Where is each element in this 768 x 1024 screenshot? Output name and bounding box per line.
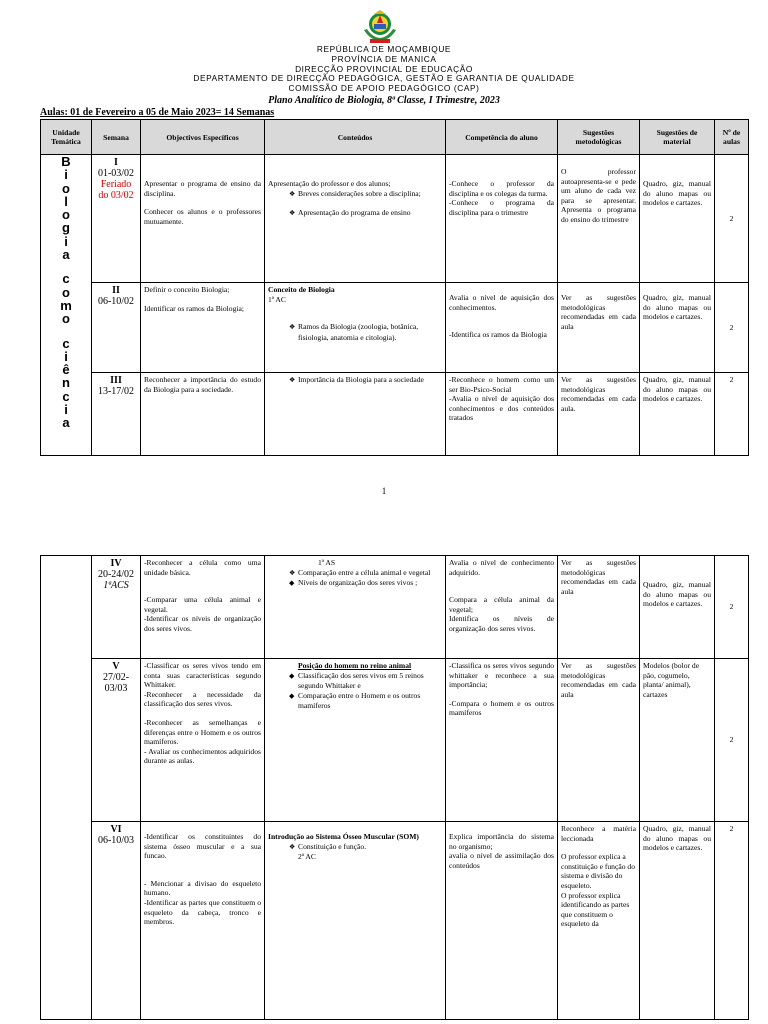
- contents-cell: ❖ Importância da Biologia para a sociedade: [265, 373, 446, 456]
- lessons-count: 2: [715, 659, 749, 822]
- col-header-unit: Unidade Temática: [41, 120, 92, 155]
- table-header-row: [41, 120, 749, 155]
- objectives-cell: -Reconhecer a célula como uma unidade básica. -Comparar uma célula animal e vegetal. -Identificar os níveis de organização dos seres vivos.: [141, 556, 265, 659]
- week-cell: V 27/02-03/03: [92, 659, 141, 822]
- competence-cell: -Classifica os seres vivos segundo whittaker e reconhece a sua importância; -Compara o homem e os outros mamíferos: [446, 659, 558, 822]
- page-number: 1: [381, 486, 387, 496]
- lessons-count: 2: [715, 822, 749, 1020]
- unit-theme-vertical: B i o l o g i a c o m o c i ê n c i a: [41, 155, 92, 456]
- contents-cell: Apresentação do professor e dos alunos; ❖ Breves considerações sobre a disciplina; ❖ Apresentação do programa de ensino: [265, 155, 446, 283]
- lessons-count: 2: [715, 283, 749, 373]
- competence-cell: -Reconhece o homem como um ser Bio-Psico-Social -Avalia o nível de aquisição dos conhecimentos e dos conteúdos tratados: [446, 373, 558, 456]
- objectives-cell: -Identificar os constituintes do sistema ósseo muscular e a sua funcao. - Mencionar a divisao do esqueleto humano. -Identificar as partes que constituem o esqueleto da cabeça, tronco e membros.: [141, 822, 265, 1020]
- lessons-count: 2: [715, 556, 749, 659]
- objectives-cell: Apresentar o programa de ensino da disciplina. Conhecer os alunos e o professores mutuamente.: [141, 155, 265, 283]
- week-cell: III 13-17/02: [92, 373, 141, 456]
- table-row: [41, 822, 749, 1020]
- unit-theme-empty: [41, 556, 92, 1020]
- methodology-cell: O professor autoapresenta-se e pede um aluno de cada vez para se apresentar. Apresenta o programa do ensino do trimestre: [558, 155, 640, 283]
- methodology-cell: Ver as sugestões metodológicas recomendadas em cada aula: [558, 659, 640, 822]
- lessons-period: Aulas: 01 de Fevereiro a 05 de Maio 2023= 14 Semanas: [40, 107, 275, 118]
- competence-cell: -Conhece o professor da disciplina e os colegas da turma. -Conhece o programa da disciplina para o trimestre: [446, 155, 558, 283]
- material-cell: Quadro, giz, manual do aluno mapas ou modelos e cartazes.: [640, 155, 715, 283]
- methodology-cell: Ver as sugestões metodológicas recomendadas em cada aula: [558, 556, 640, 659]
- competence-cell: Avalia o nível de conhecimento adquirido. Compara a célula animal da vegetal; Identifica os níveis de organização dos seres vivos.: [446, 556, 558, 659]
- contents-cell: Introdução ao Sistema Ósseo Muscular (SOM) ❖ Constituição e função. 2ª AC: [265, 822, 446, 1020]
- week-cell: IV 20-24/02 1ªACS: [92, 556, 141, 659]
- table-row: [41, 283, 749, 373]
- week-cell: I 01-03/02 Feriado do 03/02: [92, 155, 141, 283]
- col-header-competence: Competência do aluno: [446, 120, 558, 155]
- objectives-cell: Definir o conceito Biologia; Identificar os ramos da Biologia;: [141, 283, 265, 373]
- col-header-objectives: Objectivos Específicos: [141, 120, 265, 155]
- lessons-count: 2: [715, 155, 749, 283]
- material-cell: Quadro, giz, manual do aluno mapas ou modelos e cartazes.: [640, 283, 715, 373]
- col-header-lessons: Nº de aulas: [715, 120, 749, 155]
- table-row: [41, 155, 749, 283]
- header-department: DEPARTAMENTO DE DIRECÇÃO PEDAGÓGICA, GESTÃO E GARANTIA DE QUALIDADE: [193, 73, 575, 83]
- contents-cell: 1ª AS ❖ Comparação entre a célula animal e vegetal ◆ Níveis de organização dos seres vivos ;: [265, 556, 446, 659]
- header-province: PROVÍNCIA DE MANICA: [331, 54, 437, 64]
- competence-cell: Avalia o nível de aquisição dos conhecimentos. -Identifica os ramos da Biologia: [446, 283, 558, 373]
- methodology-cell: Reconhece a matéria leccionada O professor explica a constituição e função do sistema e divisão do esqueleto. O professor explica identificando as partes que constituem o esqueleto da: [558, 822, 640, 1020]
- col-header-material: Sugestões de material: [640, 120, 715, 155]
- col-header-week: Semana: [92, 120, 141, 155]
- mozambique-emblem: [358, 10, 402, 46]
- methodology-cell: Ver as sugestões metodológicas recomendadas em cada aula.: [558, 373, 640, 456]
- contents-cell: Conceito de Biologia 1ª AC ❖ Ramos da Biologia (zoologia, botânica, fisiologia, anatomia e citologia).: [265, 283, 446, 373]
- objectives-cell: -Classificar os seres vivos tendo em conta suas características segundo Whittaker. -Reconhecer a necessidade da classificação dos seres vivos. -Reconhecer as semelhanças e diferenças entre o Homem e os outros mamíferos. - Avaliar os conhecimentos adquiridos durante as aulas.: [141, 659, 265, 822]
- col-header-methodology: Sugestões metodológicas: [558, 120, 640, 155]
- objectives-cell: Reconhecer a importância do estudo da Biologia para a sociedade.: [141, 373, 265, 456]
- week-cell: II 06-10/02: [92, 283, 141, 373]
- material-cell: Quadro, giz, manual do aluno mapas ou modelos e cartazes.: [640, 556, 715, 659]
- lessons-count: 2: [715, 373, 749, 456]
- plan-title: Plano Analítico de Biologia, 8ª Classe, I Trimestre, 2023: [268, 95, 500, 106]
- table-row: [41, 373, 749, 456]
- plan-table-page2: [40, 555, 749, 1020]
- methodology-cell: Ver as sugestões metodológicas recomendadas em cada aula: [558, 283, 640, 373]
- holiday-note: Feriado do 03/02: [98, 179, 134, 201]
- contents-cell: Posição do homem no reino animal ◆ Classificação dos seres vivos em 5 reinos segundo Whittaker e ◆ Comparação entre o Homem e os outros mamíferos: [265, 659, 446, 822]
- plan-table-page1: [40, 119, 749, 456]
- competence-cell: Explica importância do sistema no organismo; avalia o nível de assimilação dos conteúdos: [446, 822, 558, 1020]
- header-republic: REPÚBLICA DE MOÇAMBIQUE: [316, 44, 452, 54]
- header-commission: COMISSÃO DE APOIO PEDAGÓGICO (CAP): [288, 83, 480, 93]
- col-header-contents: Conteúdos: [265, 120, 446, 155]
- material-cell: Quadro, giz, manual do aluno mapas ou modelos e cartazes.: [640, 373, 715, 456]
- header-directorate: DIRECÇÃO PROVINCIAL DE EDUCAÇÃO: [295, 64, 473, 74]
- material-cell: Modelos (bolor de pão, cogumelo, planta/ animal), cartazes: [640, 659, 715, 822]
- material-cell: Quadro, giz, manual do aluno mapas ou modelos e cartazes.: [640, 822, 715, 1020]
- week-cell: VI 06-10/03: [92, 822, 141, 1020]
- table-row: [41, 659, 749, 822]
- table-row: [41, 556, 749, 659]
